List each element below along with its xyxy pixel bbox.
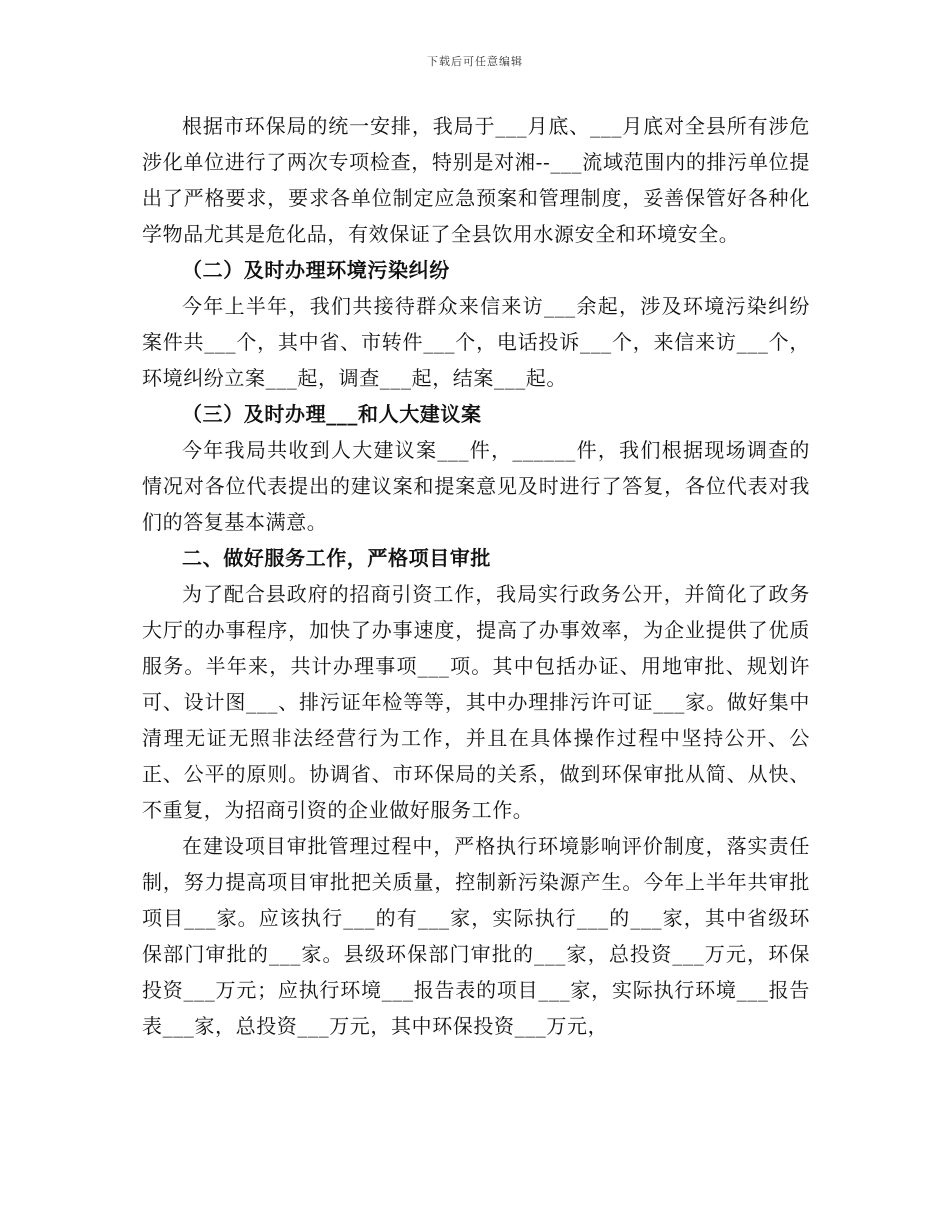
section-heading-service-approval: 二、做好服务工作，严格项目审批	[182, 546, 491, 570]
paragraph-inspection: 根据市环保局的统一安排，我局于___月底、___月底对全县所有涉危涉化单位进行了两次专项检查，特别是对湘--___流域范围内的排污单位提出了严格要求，要求各单位制定应急预案和管理制度，妥善保管好各种化学物品尤其是危化品，有效保证了全县饮用水源安全和环境安全。	[142, 114, 810, 246]
section-heading-proposals: （三）及时办理___和人大建议案	[182, 402, 482, 426]
page-header-note: 下载后可任意编辑	[427, 55, 523, 68]
paragraph-project-approval: 在建设项目审批管理过程中，严格执行环境影响评价制度，落实责任制，努力提高项目审批把关质量，控制新污染源产生。今年上半年共审批项目___家。应该执行___的有___家，实际执行___的___家，其中省级环保部门审批的___家。县级环保部门审批的___家，总投资___万元，环保投资___万元；应执行环境___报告表的项目___家，实际执行环境___报告表___家，总投资___万元，其中环保投资___万元，	[142, 834, 810, 1038]
paragraph-complaints: 今年上半年，我们共接待群众来信来访___余起，涉及环境污染纠纷案件共___个，其中省、市转件___个，电话投诉___个，来信来访___个，环境纠纷立案___起，调查___起，结案___起。	[142, 294, 810, 390]
document-body	[142, 108, 810, 1044]
paragraph-service: 为了配合县政府的招商引资工作，我局实行政务公开，并简化了政务大厅的办事程序，加快了办事速度，提高了办事效率，为企业提供了优质服务。半年来，共计办理事项___项。其中包括办证、用地审批、规划许可、设计图___、排污证年检等等，其中办理排污许可证___家。做好集中清理无证无照非法经营行为工作，并且在具体操作过程中坚持公开、公正、公平的原则。协调省、市环保局的关系，做到环保审批从简、从快、不重复，为招商引资的企业做好服务工作。	[142, 582, 810, 822]
section-heading-pollution-disputes: （二）及时办理环境污染纠纷	[182, 258, 450, 282]
paragraph-proposals: 今年我局共收到人大建议案___件，______件，我们根据现场调查的情况对各位代表提出的建议案和提案意见及时进行了答复，各位代表对我们的答复基本满意。	[142, 438, 810, 534]
